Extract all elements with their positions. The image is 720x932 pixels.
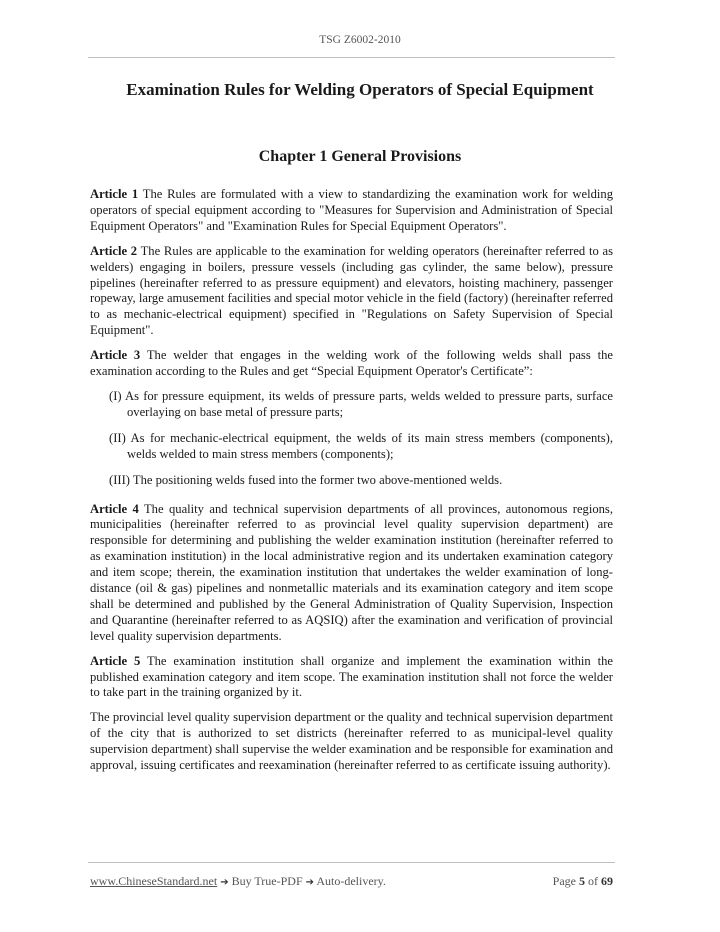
article-text: The welder that engages in the welding work of the following welds shall pass the examination according to the Rules and get “Special Equipment Operator's Certificate”: <box>90 348 613 379</box>
total-pages: 69 <box>601 874 613 888</box>
article-1 <box>90 187 613 235</box>
list-item-2: (II) As for mechanic-electrical equipment, the welds of its main stress members (components), welds welded to main stress members (components); <box>109 430 613 461</box>
article-text: The quality and technical supervision departments of all provinces, autonomous regions, municipalities (hereinafter referred to as provincial level quality supervision department) are responsible for determining and publishing the welder examination institution (hereinafter referred to as examination institution) in the local administrative region and its undertaken examination category and item scope; therein, the examination institution that undertakes the welder examination of long-distance (oil & gas) pipelines and nonmetallic materials and its examination category and item scope shall be determined and published by the General Administration of Quality Supervision, Inspection and Quarantine (hereinafter referred to as AQSIQ) after the examination and verification of provincial level quality supervision departments. <box>90 501 613 643</box>
document-code: TSG Z6002-2010 <box>319 34 401 46</box>
footer-rule <box>88 862 615 863</box>
page-word: Page <box>552 874 576 888</box>
buy-true-pdf-text: Buy True-PDF <box>231 874 303 888</box>
article-2 <box>90 244 613 339</box>
article-label: Article 1 <box>90 187 139 201</box>
chapter-heading: Chapter 1 General Provisions <box>258 148 462 165</box>
article-5 <box>90 654 613 702</box>
website-link[interactable]: www.ChineseStandard.net <box>90 874 218 888</box>
article-text: The examination institution shall organize and implement the examination within the published examination category and item scope. The examination institution shall not force the welder to take part in the training organized by it. <box>90 653 613 700</box>
of-word: of <box>588 874 598 888</box>
list-item-1: (I) As for pressure equipment, its welds of pressure parts, welds welded to pressure parts, surface overlaying on base metal of pressure parts; <box>109 388 613 419</box>
article-label: Article 3 <box>90 348 141 363</box>
page-number <box>553 874 613 889</box>
header-rule <box>88 57 615 58</box>
article-text: The Rules are applicable to the examination for welding operators (hereinafter referred to as welders) engaging in boilers, pressure vessels (including gas cylinder, the same below), pressure pipelines (hereinafter referred to as pressure equipment) and elevators, hoisting machinery, passenger ropeway, large amusement facilities and special motor vehicle in the field (factory) (hereinafter referred to as mechanic-electrical equipment) specified in "Regulations on Safety Supervision of Special Equipment". <box>90 243 613 338</box>
article-label: Article 2 <box>90 243 138 258</box>
article-label: Article 4 <box>90 501 139 516</box>
article-text: The Rules are formulated with a view to standardizing the examination work for welding operators of special equipment according to "Measures for Supervision and Administration of Special Equipment Operators" and "Examination Rules for Special Equipment Operators". <box>90 187 613 233</box>
right-arrow-icon: ➔ <box>305 877 315 888</box>
paragraph-certificate-authority: The provincial level quality supervision department or the quality and technical supervision department of the city that is authorized to set districts (hereinafter referred to as municipal-level quality supervision department) shall supervise the welder examination and be responsible for examination and approval, issuing certificates and reexamination (hereinafter referred to as certificate issuing authority). <box>90 710 613 773</box>
list-item-3: (III) The positioning welds fused into the former two above-mentioned welds. <box>109 472 503 487</box>
document-body <box>90 187 613 783</box>
footer-left <box>90 874 386 889</box>
article-label: Article 5 <box>90 653 141 668</box>
document-title: Examination Rules for Welding Operators of Special Equipment <box>126 80 594 99</box>
current-page: 5 <box>579 874 585 888</box>
auto-delivery-text: Auto-delivery. <box>316 874 386 888</box>
article-3 <box>90 348 613 380</box>
right-arrow-icon: ➔ <box>220 877 229 888</box>
article-4 <box>90 502 613 645</box>
